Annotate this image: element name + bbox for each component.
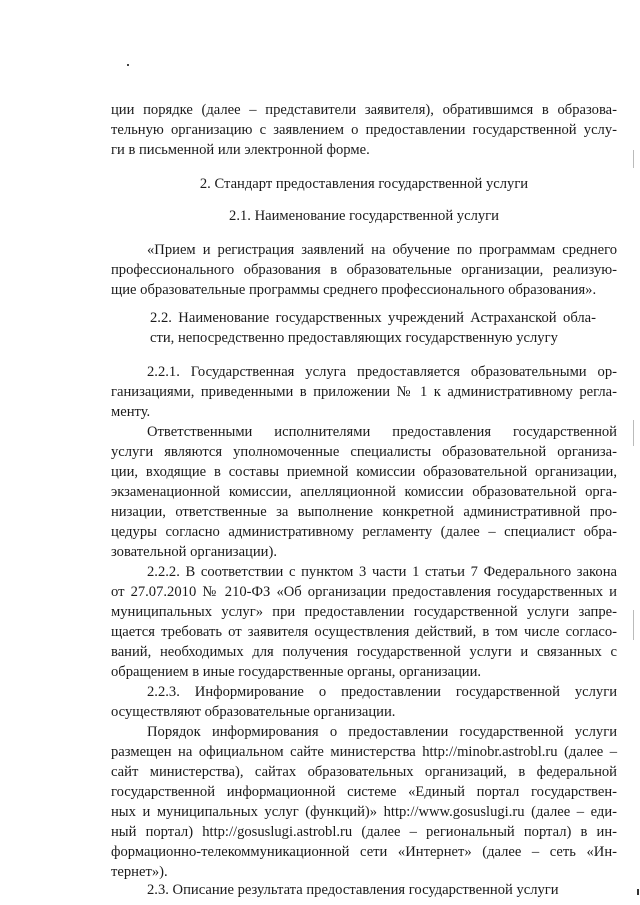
text-line: от 27.07.2010 № 210-ФЗ «Об организации предоставления государственных и bbox=[111, 584, 617, 600]
text-line: ции, входящие в составы приемной комиссии образовательной организации, bbox=[111, 464, 617, 480]
text-line: ги в письменной или электронной форме. bbox=[111, 142, 370, 158]
text-line: 2.2.1. Государственная услуга предоставляется образовательными ор- bbox=[147, 364, 617, 380]
scan-margin-mark bbox=[633, 610, 634, 640]
text-line: профессионального образования в образовательные организации, реализую- bbox=[111, 262, 617, 278]
subsection-heading: сти, непосредственно предоставляющих государственную услугу bbox=[150, 330, 558, 346]
text-line: зовательной организации). bbox=[111, 544, 277, 560]
subsection-heading: 2.1. Наименование государственной услуги bbox=[229, 208, 499, 224]
text-line: щие образовательные программы среднего профессионального образования». bbox=[111, 282, 597, 298]
text-line: «Прием и регистрация заявлений на обучение по программам среднего bbox=[147, 242, 617, 258]
text-line: ный портал) http://gosuslugi.astrobl.ru (далее – региональный портал) в ин- bbox=[111, 824, 617, 840]
text-line: Порядок информирования о предоставлении государственной услуги bbox=[147, 724, 617, 740]
text-line: формационно-телекоммуникационной сети «Интернет» (далее – сеть «Ин- bbox=[111, 844, 617, 860]
text-line: 2.2.2. В соответствии с пунктом 3 части 1 статьи 7 Федерального закона bbox=[147, 564, 617, 580]
text-line: менту. bbox=[111, 404, 151, 420]
text-line: ганизациями, приведенными в приложении № 1 к административному регла- bbox=[111, 384, 617, 400]
text-line: щается требовать от заявителя осуществления действий, в том числе согласо- bbox=[111, 624, 617, 640]
text-line: экзаменационной комиссии, апелляционной комиссии образовательной орга- bbox=[111, 484, 617, 500]
text-line: тельную организацию с заявлением о предоставлении государственной услу- bbox=[111, 122, 617, 138]
text-line: ции порядке (далее – представители заявителя), обратившимся в образова- bbox=[111, 102, 617, 118]
text-line: услуги являются уполномоченные специалисты образовательной организа- bbox=[111, 444, 617, 460]
text-line: 2.2.3. Информирование о предоставлении государственной услуги bbox=[147, 684, 617, 700]
scan-corner-mark bbox=[637, 889, 639, 895]
text-line: государственной информационной системе «Единый портал государствен- bbox=[111, 784, 617, 800]
section-heading: 2. Стандарт предоставления государственной услуги bbox=[199, 176, 529, 192]
subsection-heading: 2.3. Описание результата предоставления государственной услуги bbox=[147, 882, 559, 898]
subsection-heading: 2.2. Наименование государственных учреждений Астраханской обла- bbox=[150, 310, 596, 326]
scan-speck bbox=[127, 64, 129, 66]
text-line: низации, ответственные за выполнение конкретной административной про- bbox=[111, 504, 617, 520]
text-line: сайт министерства), сайтах образовательных организаций, в федеральной bbox=[111, 764, 617, 780]
scan-margin-mark bbox=[633, 420, 634, 446]
text-line: ных и муниципальных услуг (функций)» http://www.gosuslugi.ru (далее – еди- bbox=[111, 804, 617, 820]
text-line: обращением в иные государственные органы, организации. bbox=[111, 664, 482, 680]
text-line: размещен на официальном сайте министерства http://minobr.astrobl.ru (далее – bbox=[111, 744, 617, 760]
text-line: цедуры согласно административному регламенту (далее – специалист обра- bbox=[111, 524, 617, 540]
text-line: ваний, необходимых для получения государственной услуги и связанных с bbox=[111, 644, 617, 660]
text-line: Ответственными исполнителями предоставления государственной bbox=[147, 424, 617, 440]
text-line: тернет»). bbox=[111, 864, 168, 880]
text-line: осуществляют образовательные организации. bbox=[111, 704, 396, 720]
scan-margin-mark bbox=[633, 150, 634, 168]
text-line: муниципальных услуг» при предоставлении государственной услуги запре- bbox=[111, 604, 617, 620]
